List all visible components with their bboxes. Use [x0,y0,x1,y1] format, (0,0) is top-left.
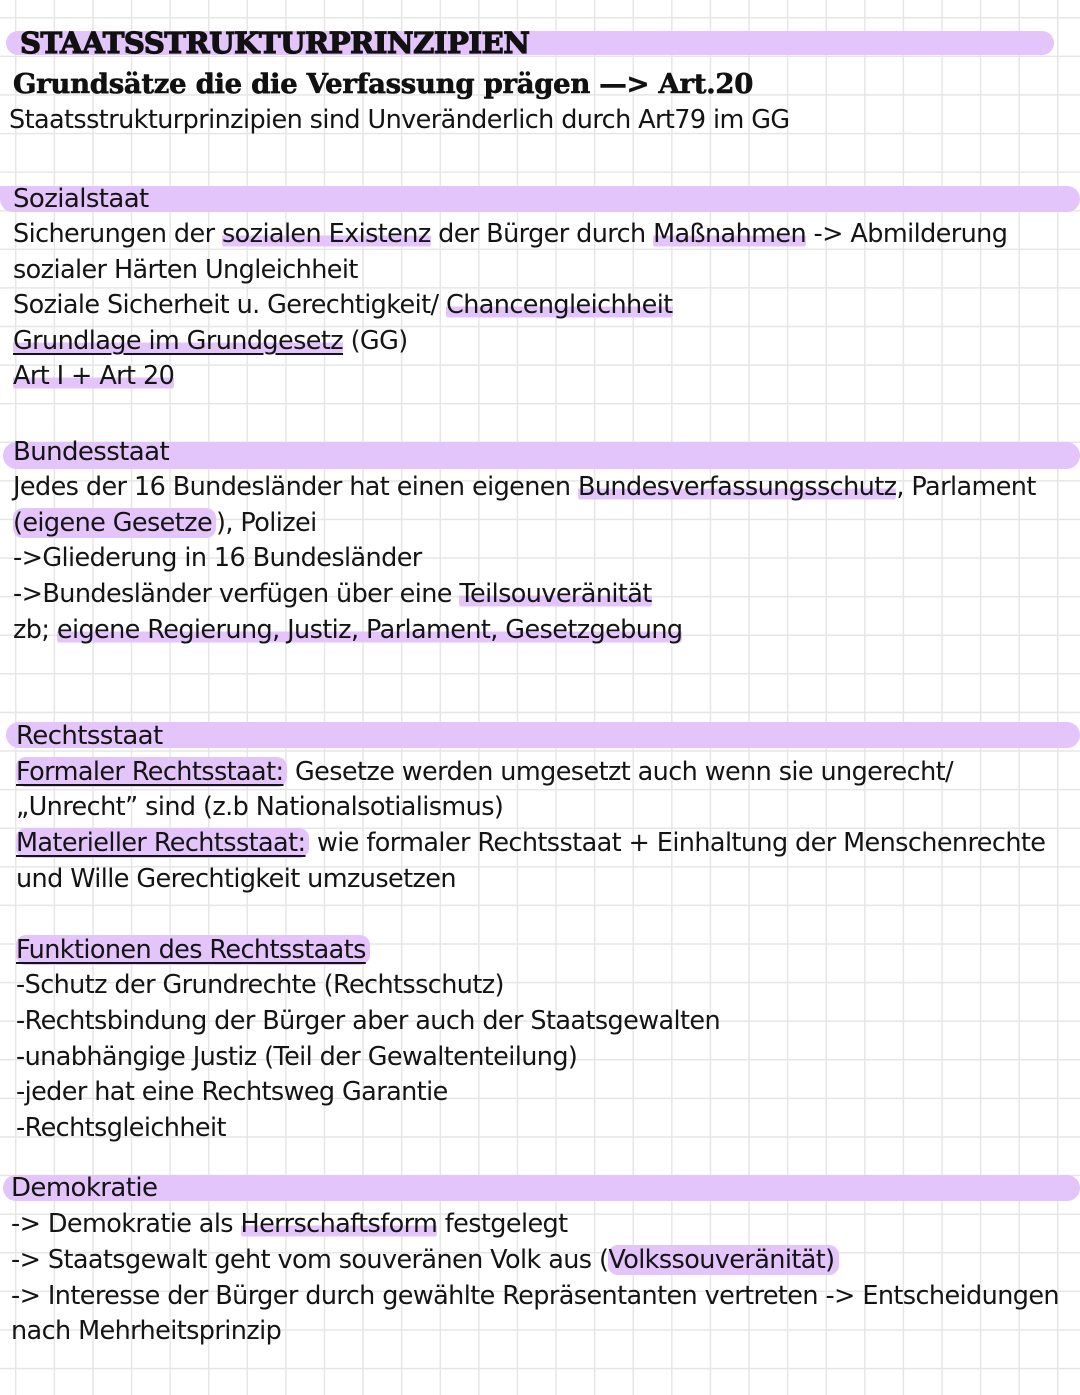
text: Gesetze werden umgesetzt auch wenn sie ungerecht/ [287,757,954,787]
highlight-bundesverfassungsschutz: Bundesverfassungsschutz [577,472,897,502]
bundesstaat-line-1 [13,469,1036,505]
section-heading-sozialstaat: Sozialstaat [13,184,149,214]
funktionen-item: -Rechtsgleichheit [16,1113,226,1143]
term-formaler-rechtsstaat: Formaler Rechtsstaat: [16,757,287,787]
text: festgelegt [437,1209,568,1239]
page-subtitle: Grundsätze die die Verfassung prägen —> Art.20 [13,68,754,100]
sozialstaat-heading-bar [0,186,1080,212]
demokratie-line-4: nach Mehrheitsprinzip [11,1316,282,1346]
bundesstaat-line-4 [13,576,652,612]
rechtsstaat-formal-cont: „Unrecht” sind (z.b Nationalsotialismus) [16,792,504,822]
text: -> Staatsgewalt geht vom souveränen Volk aus ( [11,1245,609,1275]
sozialstaat-line-3 [13,287,673,323]
text: Sicherungen der [13,219,222,249]
text: -> Abmilderung [806,219,1008,249]
demokratie-line-3: -> Interesse der Bürger durch gewählte Repräsentanten vertreten -> Entscheidungen [11,1281,1059,1311]
highlight-chancengleichheit: Chancengleichheit [446,290,673,320]
term-materieller-rechtsstaat: Materieller Rechtsstaat: [16,828,309,858]
funktionen-item: -unabhängige Justiz (Teil der Gewaltenteilung) [16,1042,578,1072]
highlight-soziale-existenz: sozialen Existenz [221,219,431,249]
text: wie formaler Rechtsstaat + Einhaltung der Menschenrechte [309,828,1046,858]
demokratie-heading-bar [3,1175,1080,1201]
section-heading-rechtsstaat: Rechtsstaat [16,721,163,751]
sozialstaat-line-2: sozialer Härten Ungleichheit [13,255,358,285]
rechtsstaat-materiell [16,825,1045,861]
demokratie-line-1 [11,1206,568,1242]
bundesstaat-line-5 [13,612,682,648]
underlined-grundlage: Grundlage im Grundgesetz [13,326,344,356]
sozialstaat-line-1 [13,216,1007,252]
bundesstaat-line-3: ->Gliederung in 16 Bundesländer [13,543,422,573]
text: zb; [13,615,57,645]
highlight-eigene-gesetze: (eigene Gesetze [13,508,216,538]
rechtsstaat-materiell-cont: und Wille Gerechtigkeit umzusetzen [16,864,456,894]
funktionen-item: -jeder hat eine Rechtsweg Garantie [16,1077,448,1107]
section-heading-bundesstaat: Bundesstaat [13,437,170,467]
text: , Parlament [896,472,1036,502]
section-heading-funktionen: Funktionen des Rechtsstaats [16,935,370,965]
highlight-art: Art I + Art 20 [13,361,175,391]
highlight-teilsouveraenitaet: Teilsouveränität [459,579,652,609]
section-heading-demokratie: Demokratie [11,1173,158,1203]
text: (GG) [343,326,408,356]
funktionen-heading [16,932,370,968]
highlight-herrschaftsform: Herrschaftsform [240,1209,438,1239]
funktionen-item: -Schutz der Grundrechte (Rechtsschutz) [16,970,504,1000]
page-title: STAATSSTRUKTURPRINZIPIEN [20,26,530,60]
highlight-eigene-regierung: eigene Regierung, Justiz, Parlament, Gesetzgebung [56,615,683,645]
bundesstaat-line-2 [13,505,317,541]
sozialstaat-line-4 [13,323,408,359]
highlight-massnahmen: Maßnahmen [653,219,807,249]
text: ->Bundesländer verfügen über eine [13,579,460,609]
highlight-volkssouveraenitaet: Volkssouveränität) [608,1245,838,1275]
sozialstaat-line-5 [13,358,174,394]
intro-text: Staatsstrukturprinzipien sind Unveränderlich durch Art79 im GG [9,105,790,135]
text: ), Polizei [216,508,317,538]
text: Jedes der 16 Bundesländer hat einen eigenen [13,472,578,502]
rechtsstaat-heading-bar [6,722,1080,748]
text: Soziale Sicherheit u. Gerechtigkeit/ [13,290,446,320]
text: der Bürger durch [430,219,654,249]
text: -> Demokratie als [11,1209,241,1239]
funktionen-item: -Rechtsbindung der Bürger aber auch der Staatsgewalten [16,1006,721,1036]
demokratie-line-2 [11,1242,839,1278]
rechtsstaat-formal [16,754,953,790]
